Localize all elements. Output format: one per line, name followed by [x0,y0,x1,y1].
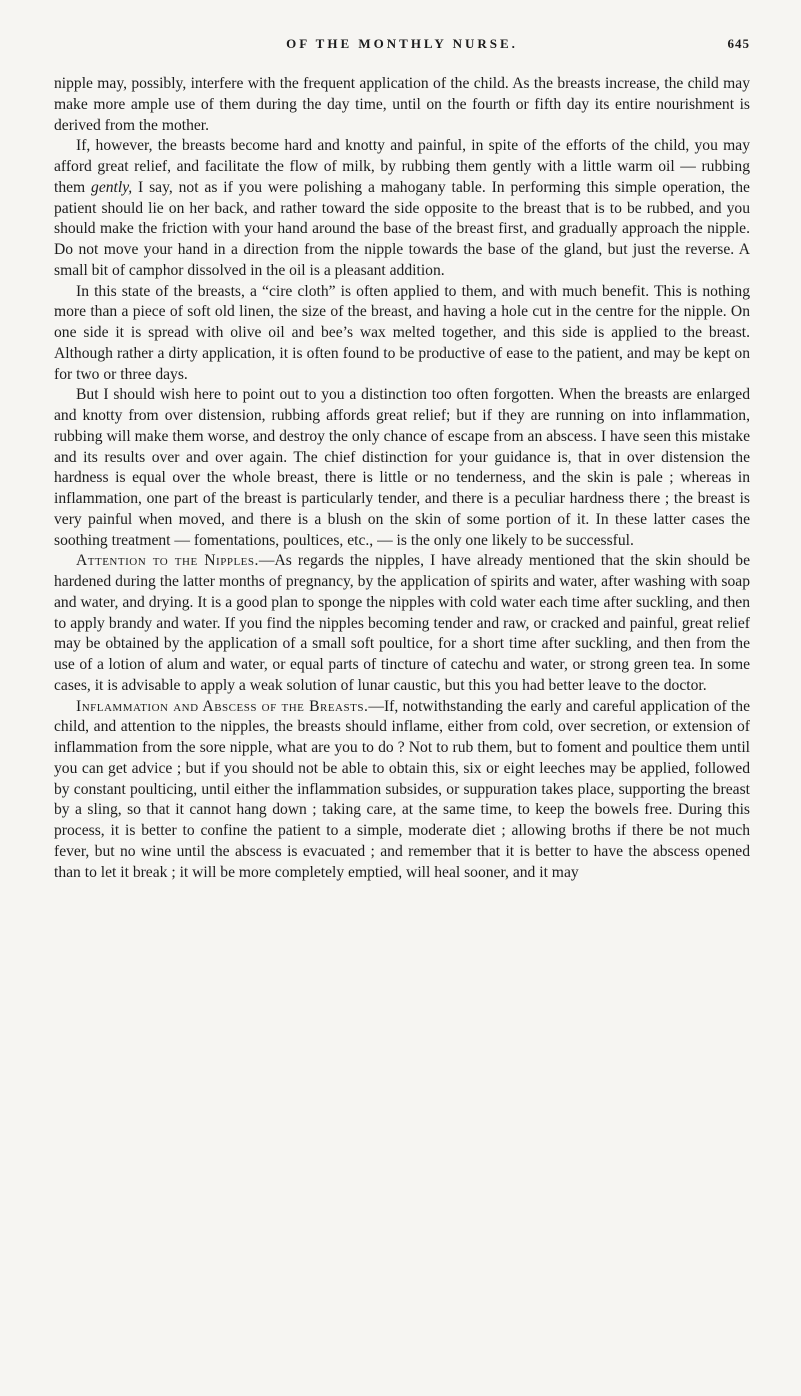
paragraph-inflammation-text: —If, notwithstanding the early and careful application of the child, and attention to the nipples, the breasts should inflame, either from cold, over secretion, or extension of inflammation from the sore nipple, what are you to do ? Not to rub them, but to foment and poultice them until you can get advice ; but if you should not be able to obtain this, six or eight leeches may be applied, followed by constant poulticing, until either the inflammation subsides, or suppuration takes place, supporting the breast by a sling, so that it cannot hang down ; taking care, at the same time, to keep the bowels free. During this process, it is better to confine the patient to a simple, moderate diet ; allowing broths if there be not much fever, but no wine until the abscess is evacuated ; and remember that it is better to have the abscess opened than to let it break ; it will be more completely emptied, will heal sooner, and it may [54,697,750,881]
section-heading-inflammation: Inflammation and Abscess of the Breasts. [76,697,369,715]
paragraph-inflammation [54,697,750,884]
page-body [54,74,750,883]
paragraph-continuation: nipple may, possibly, interfere with the frequent application of the child. As the breasts increase, the child may make more ample use of them during the day time, until on the fourth or fifth day its entire nourishment is derived from the mother. [54,75,750,134]
emphasis-gently: gently, [91,178,133,196]
section-heading-nipples: Attention to the Nipples. [76,552,259,570]
paragraph-nipples-text: —As regards the nipples, I have already mentioned that the skin should be hardened during the latter months of pregnancy, by the application of spirits and water, after washing with soap and water, and drying. It is a good plan to sponge the nipples with cold water each time after suckling, and then to apply brandy and water. If you find the nipples becoming tender and raw, or cracked and painful, great relief may be obtained by the application of a small soft poultice, for a short time after suckling, and then from the use of a lotion of alum and water, or equal parts of tincture of catechu and water, or strong green tea. In some cases, it is advisable to apply a weak solution of lunar caustic, but this you had better leave to the doctor. [54,552,750,694]
paragraph-distinction: But I should wish here to point out to you a distinction too often forgotten. When the breasts are enlarged and knotty from over distension, rubbing affords great relief; but if they are running on into inflammation, rubbing will make them worse, and destroy the only chance of escape from an abscess. I have seen this mistake and its results over and over again. The chief distinction for your guidance is, that in over distension the hardness is equal over the whole breast, there is little or no tenderness, and the skin is pale ; whereas in inflammation, one part of the breast is particularly tender, and there is a peculiar hardness there ; the breast is very painful when moved, and there is a blush on the skin of some portion of it. In these latter cases the soothing treatment — fomentations, poultices, etc., — is the only one likely to be successful. [54,386,750,549]
running-title: OF THE MONTHLY NURSE. [286,36,518,51]
running-header [54,36,750,60]
paragraph-nipples [54,551,750,696]
page-number: 645 [727,36,750,51]
paragraph-rubbing [54,136,750,281]
paragraph-rubbing-text: If, however, the breasts become hard and knotty and painful, in spite of the efforts of the child, you may afford great relief, and facilitate the flow of milk, by rubbing them gently with a little warm oil — rubbing them [54,137,750,196]
paragraph-rubbing-cont: I say, not as if you were polishing a mahogany table. In performing this simple operation, the patient should lie on her back, and rather toward the side opposite to the breast that is to be rubbed, and you should make the friction with your hand around the base of the breast first, and gradually approach the nipple. Do not move your hand in a direction from the nipple towards the base of the gland, but just the reverse. A small bit of camphor dissolved in the oil is a pleasant addition. [54,178,750,279]
book-page [54,36,750,1376]
paragraph-cire-cloth: In this state of the breasts, a “cire cloth” is often applied to them, and with much benefit. This is nothing more than a piece of soft old linen, the size of the breast, and having a hole cut in the centre for the nipple. On one side it is spread with olive oil and bee’s wax melted together, and this side is applied to the breast. Although rather a dirty application, it is often found to be productive of ease to the patient, and may be kept on for two or three days. [54,282,750,383]
